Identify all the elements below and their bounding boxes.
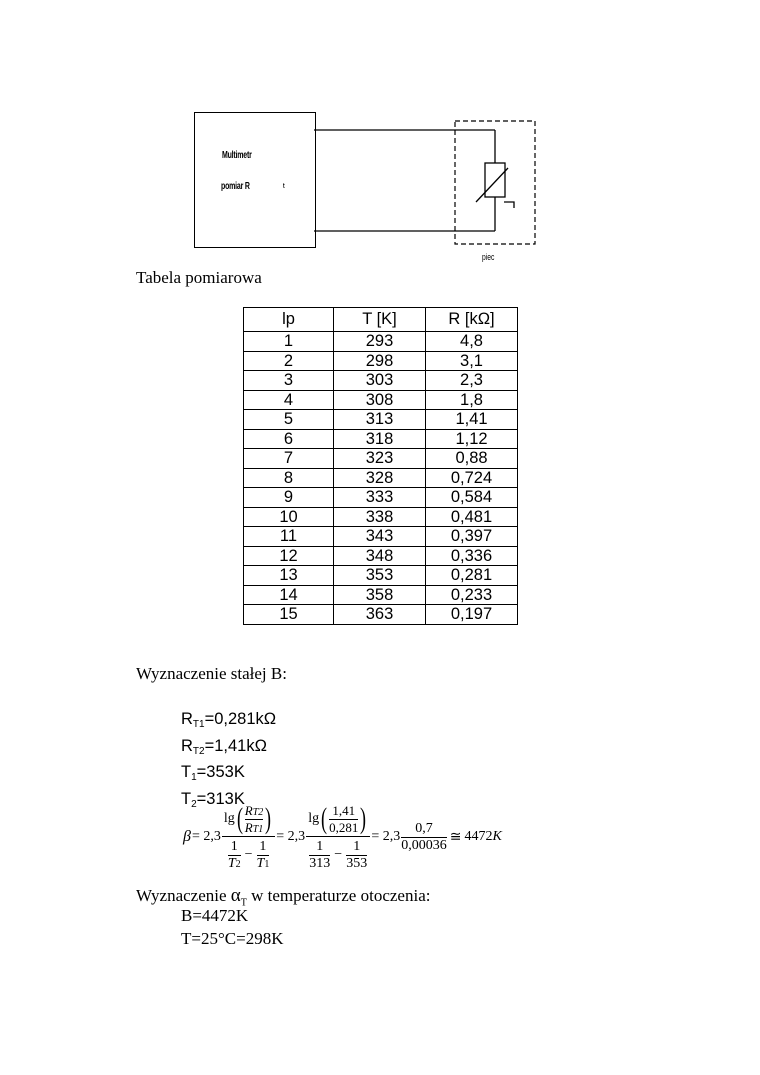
rt1-subscript: T1	[192, 719, 205, 730]
eq-coefficient-2: = 2,3	[276, 829, 306, 844]
t2-subscript: 2	[191, 798, 197, 810]
alpha-heading-pre: Wyznaczenie	[136, 886, 231, 905]
cell-temperature: 313	[334, 410, 426, 430]
t2-symbol: T	[181, 789, 192, 808]
cell-resistance: 0,481	[426, 507, 518, 527]
recip-353	[346, 839, 367, 872]
rt2-subscript: T2	[192, 745, 205, 757]
table-row	[244, 332, 518, 352]
cell-temperature: 358	[334, 585, 426, 605]
eq-coefficient-3: = 2,3	[371, 829, 401, 844]
cell-temperature: 293	[334, 332, 426, 352]
alpha-symbol: α	[230, 885, 241, 906]
cell-lp: 5	[244, 410, 334, 430]
cell-resistance: 0,584	[426, 488, 518, 508]
measurement-table	[243, 307, 518, 625]
t-symbol: T	[256, 855, 265, 871]
paren-open-1: (	[236, 802, 243, 835]
paren-open-2: (	[321, 802, 328, 835]
table-row	[244, 390, 518, 410]
cell-lp: 6	[244, 429, 334, 449]
table-row	[244, 546, 518, 566]
cell-resistance: 1,12	[426, 429, 518, 449]
cell-lp: 8	[244, 468, 334, 488]
fraction-symbolic-denominator	[226, 837, 272, 872]
cell-lp: 1	[244, 332, 334, 352]
cell-temperature: 333	[334, 488, 426, 508]
cell-temperature: 328	[334, 468, 426, 488]
header-temperature: T [K]	[334, 308, 426, 332]
cell-temperature: 338	[334, 507, 426, 527]
cell-resistance: 4,8	[426, 332, 518, 352]
one: 1	[230, 838, 238, 854]
result-number: 4472	[464, 829, 493, 844]
table-row	[244, 605, 518, 625]
approx-symbol: ≅	[449, 829, 462, 845]
t1-sub: 1	[264, 858, 270, 870]
cell-resistance: 1,8	[426, 390, 518, 410]
cell-temperature: 318	[334, 429, 426, 449]
cell-lp: 4	[244, 390, 334, 410]
cell-temperature: 303	[334, 371, 426, 391]
table-row	[244, 371, 518, 391]
oven-label: piec	[482, 252, 495, 262]
den-353: 353	[346, 855, 368, 871]
header-lp: lp	[244, 308, 334, 332]
rt1-line	[181, 709, 276, 736]
cell-temperature: 323	[334, 449, 426, 469]
table-header-row	[244, 308, 518, 332]
t1-subscript: 1	[191, 772, 197, 783]
one: 1	[316, 838, 324, 854]
cell-lp: 13	[244, 566, 334, 586]
cell-temperature: 348	[334, 546, 426, 566]
recip-t1	[257, 839, 270, 872]
fraction-symbolic-numerator	[222, 803, 275, 836]
thermistor-tail	[504, 202, 514, 208]
multimeter-subscript: t	[283, 183, 285, 190]
paren-close-2: )	[360, 802, 367, 835]
ratio-symbolic	[245, 803, 264, 836]
cell-resistance: 0,233	[426, 585, 518, 605]
fraction-numeric	[306, 803, 370, 872]
cell-resistance: 0,197	[426, 605, 518, 625]
final-numerator: 0,7	[415, 820, 433, 836]
lg-1: lg	[223, 811, 235, 826]
alpha-heading-post: w temperaturze otoczenia:	[246, 886, 431, 905]
cell-temperature: 343	[334, 527, 426, 547]
beta-symbol: β	[183, 828, 191, 845]
ratio-numeric-top: 1,41	[332, 802, 356, 818]
minus-2: −	[334, 847, 343, 862]
multimeter-box	[194, 112, 316, 248]
rt1-symbol: R	[181, 710, 193, 728]
cell-resistance: 3,1	[426, 351, 518, 371]
fraction-numeric-denominator	[307, 837, 369, 872]
cell-resistance: 1,41	[426, 410, 518, 430]
table-row	[244, 585, 518, 605]
cell-temperature: 353	[334, 566, 426, 586]
table-row	[244, 527, 518, 547]
cell-temperature: 363	[334, 605, 426, 625]
cell-resistance: 0,281	[426, 566, 518, 586]
multimeter-title: Multimetr	[222, 150, 252, 161]
circuit-wiring	[300, 110, 545, 255]
thermistor-icon	[485, 163, 505, 197]
table-row	[244, 449, 518, 469]
rt1-value: =0,281kΩ	[204, 710, 277, 728]
ratio-numeric-bottom: 0,281	[329, 819, 359, 835]
cell-lp: 3	[244, 371, 334, 391]
cell-lp: 7	[244, 449, 334, 469]
cell-resistance: 0,336	[426, 546, 518, 566]
cell-resistance: 0,397	[426, 527, 518, 547]
alpha-subscript: T	[240, 897, 247, 909]
t-value-line: T=25°C=298K	[181, 929, 284, 948]
fraction-numeric-numerator	[306, 803, 370, 836]
table-row	[244, 351, 518, 371]
minus-1: −	[244, 847, 253, 862]
t-symbol: T	[227, 855, 236, 871]
rt2-sub: T2	[252, 806, 264, 818]
fraction-symbolic	[222, 803, 275, 872]
section-b-heading: Wyznaczenie stałej B:	[136, 664, 287, 683]
cell-resistance: 0,88	[426, 449, 518, 469]
t2-value: =313K	[196, 789, 245, 808]
cell-lp: 15	[244, 605, 334, 625]
den-313: 313	[309, 855, 331, 871]
t1-value: =353K	[196, 763, 245, 781]
rt2-symbol: R	[181, 736, 193, 755]
cell-temperature: 308	[334, 390, 426, 410]
cell-lp: 12	[244, 546, 334, 566]
cell-lp: 14	[244, 585, 334, 605]
fraction-final	[401, 821, 447, 854]
header-resistance: R [kΩ]	[426, 308, 518, 332]
cell-lp: 10	[244, 507, 334, 527]
cell-temperature: 298	[334, 351, 426, 371]
b-value-line: B=4472K	[181, 906, 249, 925]
lg-2: lg	[308, 811, 320, 826]
table-row	[244, 468, 518, 488]
table-row	[244, 488, 518, 508]
table-row	[244, 566, 518, 586]
one: 1	[259, 838, 267, 854]
ratio-numeric	[329, 803, 358, 836]
t1-line	[181, 762, 276, 789]
table-row	[244, 429, 518, 449]
one: 1	[353, 838, 361, 854]
cell-resistance: 2,3	[426, 371, 518, 391]
table-row	[244, 507, 518, 527]
paren-close-1: )	[265, 802, 272, 835]
beta-formula	[183, 795, 502, 879]
cell-lp: 11	[244, 527, 334, 547]
section-alpha-heading	[136, 885, 430, 908]
recip-313	[309, 839, 330, 872]
eq-coefficient-1: = 2,3	[191, 829, 221, 844]
cell-resistance: 0,724	[426, 468, 518, 488]
table-row	[244, 410, 518, 430]
t2-sub: 2	[235, 858, 241, 870]
table-caption: Tabela pomiarowa	[136, 268, 262, 287]
t1-symbol: T	[181, 763, 192, 781]
cell-lp: 2	[244, 351, 334, 371]
recip-t2	[228, 839, 241, 872]
rt2-value: =1,41kΩ	[204, 736, 267, 755]
final-denominator: 0,00036	[401, 837, 447, 853]
r-symbol: R	[244, 819, 253, 835]
r-symbol: R	[244, 802, 253, 818]
cell-lp: 9	[244, 488, 334, 508]
rt2-line	[181, 736, 276, 763]
multimeter-measure-label: pomiar R	[221, 181, 250, 192]
rt1-sub: T1	[252, 823, 264, 835]
result-unit: K	[492, 829, 502, 844]
